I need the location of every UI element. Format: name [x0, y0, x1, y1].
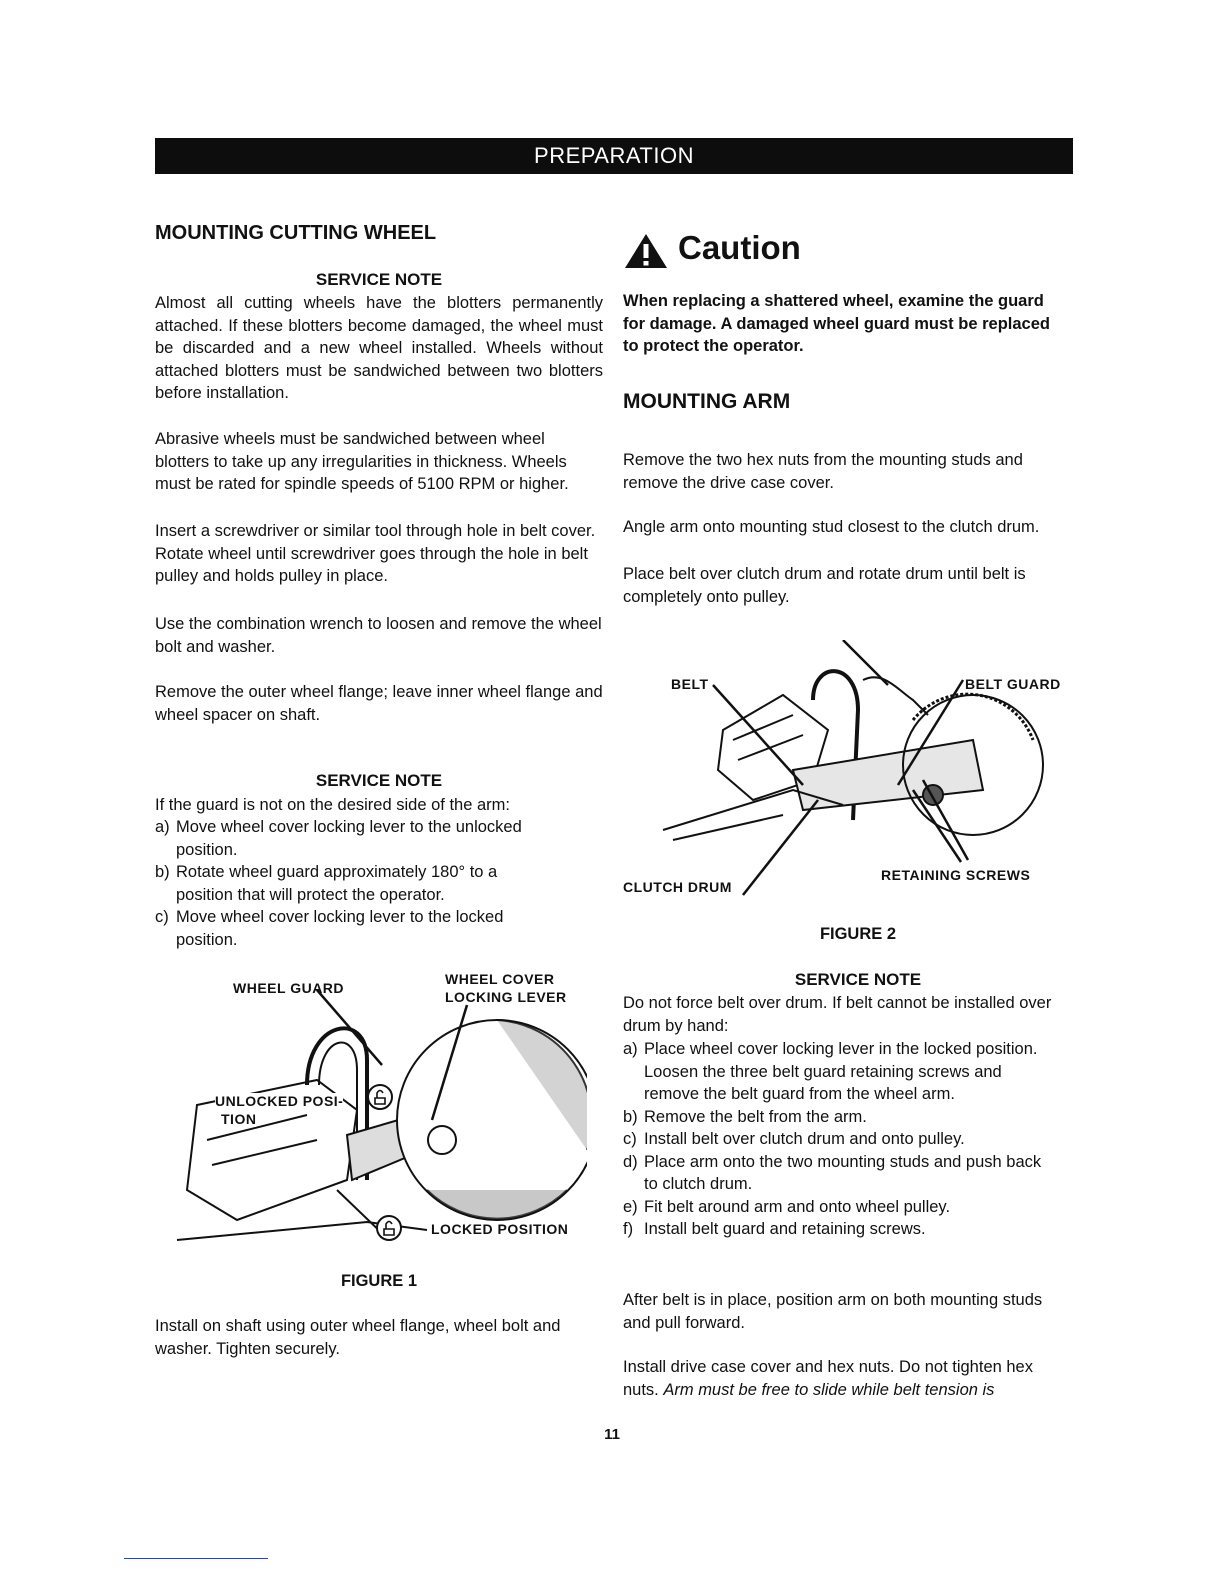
paragraph-remove-hex-nuts: Remove the two hex nuts from the mounting studs and remove the drive case cover.	[623, 451, 1023, 492]
step-marker: a)	[623, 1040, 638, 1058]
paragraph-remove-flange: Remove the outer wheel flange; leave inner wheel flange and wheel spacer on shaft.	[155, 683, 603, 724]
heading-mounting-arm: MOUNTING ARM	[623, 390, 791, 413]
warning-triangle-icon	[623, 232, 669, 270]
label-clutch-drum: CLUTCH DRUM	[623, 879, 732, 895]
list-item	[623, 1128, 1053, 1151]
list-item	[623, 1218, 1053, 1241]
guard-steps-list	[155, 816, 555, 951]
lock-icon	[377, 1216, 401, 1240]
list-item	[623, 1196, 1053, 1219]
step-text: Install belt guard and retaining screws.	[644, 1220, 926, 1238]
caution-title: Caution	[678, 229, 801, 266]
paragraph-place-belt: Place belt over clutch drum and rotate drum until belt is completely onto pulley.	[623, 565, 1026, 606]
belt-steps-list	[623, 1038, 1053, 1241]
service-note-title-2: SERVICE NOTE	[315, 771, 443, 790]
paragraph-abrasive-wheels: Abrasive wheels must be sandwiched between wheel blotters to take up any irregularities in thickness. Wheels must be rated for spindle speeds of 5100 RPM or higher.	[155, 430, 569, 493]
label-unlocked-2: TION	[221, 1111, 257, 1127]
paragraph-main-text: Install drive case cover and hex nuts. Do not tighten hex nuts.	[623, 1358, 1033, 1399]
step-marker: e)	[623, 1197, 638, 1216]
service-note-intro-3: Do not force belt over drum. If belt cannot be installed over drum by hand:	[623, 994, 1052, 1035]
list-item	[623, 1106, 1053, 1129]
service-note-intro-2: If the guard is not on the desired side of the arm:	[155, 796, 510, 814]
label-locked-position: LOCKED POSITION	[431, 1221, 569, 1237]
label-wheel-cover-2: LOCKING LEVER	[445, 989, 567, 1005]
step-text: Move wheel cover locking lever to the unlocked position.	[176, 818, 522, 859]
step-marker: c)	[623, 1130, 637, 1148]
label-wheel-cover-1: WHEEL COVER	[445, 971, 555, 987]
paragraph-italic-text: Arm must be free to slide while belt tension is	[663, 1380, 995, 1399]
step-marker: d)	[623, 1152, 638, 1171]
paragraph-after-belt: After belt is in place, position arm on both mounting studs and pull forward.	[623, 1291, 1043, 1332]
service-note-title-1: SERVICE NOTE	[315, 270, 443, 289]
paragraph-angle-arm: Angle arm onto mounting stud closest to the clutch drum.	[623, 518, 1040, 536]
page-number: 11	[604, 1426, 620, 1443]
figure-1-caption: FIGURE 1	[340, 1272, 418, 1290]
list-item	[623, 1151, 1053, 1196]
list-item	[155, 906, 555, 951]
paragraph-install-drive-cover	[623, 1356, 1073, 1401]
list-item	[623, 1038, 1053, 1106]
step-text: Move wheel cover locking lever to the locked position.	[176, 908, 504, 949]
label-belt-guard: BELT GUARD	[965, 676, 1061, 692]
heading-mounting-cutting-wheel: MOUNTING CUTTING WHEEL	[155, 222, 437, 244]
label-unlocked-1: UNLOCKED POSI-	[215, 1093, 344, 1109]
lock-icon	[368, 1085, 392, 1109]
paragraph-insert-screwdriver: Insert a screwdriver or similar tool through hole in belt cover. Rotate wheel until screwdriver goes through the hole in belt pulley and holds pulley in place.	[155, 522, 596, 585]
step-marker: c)	[155, 908, 169, 926]
step-text: Place wheel cover locking lever in the locked position. Loosen the three belt guard retaining screws and remove the belt guard from the wheel arm.	[644, 1040, 1038, 1103]
service-note-title-3: SERVICE NOTE	[794, 970, 922, 989]
step-marker: b)	[155, 863, 170, 881]
step-text: Install belt over clutch drum and onto pulley.	[644, 1130, 965, 1148]
paragraph-install-on-shaft: Install on shaft using outer wheel flange, wheel bolt and washer. Tighten securely.	[155, 1317, 561, 1358]
paragraph-combination-wrench: Use the combination wrench to loosen and remove the wheel bolt and washer.	[155, 615, 602, 656]
footer-rule	[124, 1558, 268, 1559]
list-item	[155, 816, 555, 861]
label-belt: BELT	[671, 676, 709, 692]
step-text: Rotate wheel guard approximately 180° to a position that will protect the operator.	[176, 863, 498, 904]
step-marker: f)	[623, 1220, 634, 1238]
step-text: Place arm onto the two mounting studs and push back to clutch drum.	[644, 1152, 1042, 1193]
list-item	[155, 861, 555, 906]
step-text: Fit belt around arm and onto wheel pulley.	[644, 1197, 951, 1216]
caution-text: When replacing a shattered wheel, examine the guard for damage. A damaged wheel guard must be replaced to protect the operator.	[623, 292, 1050, 355]
section-banner: PREPARATION	[155, 138, 1073, 174]
step-marker: b)	[623, 1107, 638, 1126]
label-wheel-guard: WHEEL GUARD	[233, 980, 345, 996]
step-marker: a)	[155, 818, 170, 836]
step-text: Remove the belt from the arm.	[644, 1107, 867, 1126]
service-note-text-1: Almost all cutting wheels have the blotters permanently attached. If these blotters become damaged, the wheel must be discarded and a new wheel installed. Wheels without attached blotters must be sandwiched between two blotters before installation.	[155, 294, 603, 402]
label-retaining-screws: RETAINING SCREWS	[881, 867, 1031, 883]
figure-2-caption: FIGURE 2	[819, 925, 897, 943]
